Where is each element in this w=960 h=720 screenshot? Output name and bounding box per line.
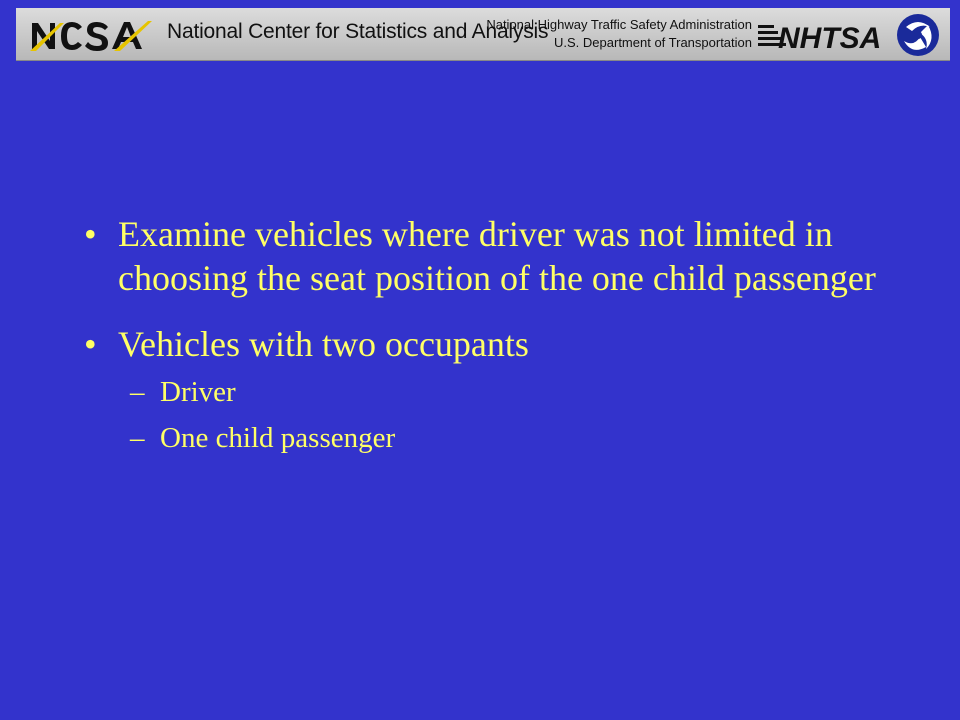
nhtsa-logo-text: NHTSA bbox=[778, 22, 882, 53]
bullet-text: Vehicles with two occupants bbox=[118, 324, 529, 364]
slide-content bbox=[84, 212, 884, 466]
header-bar bbox=[16, 8, 950, 61]
dot-emblem-icon bbox=[896, 13, 940, 57]
department-name: U.S. Department of Transportation bbox=[554, 35, 752, 50]
ncsa-logo bbox=[28, 17, 156, 53]
center-title: National Center for Statistics and Analysis bbox=[167, 20, 549, 43]
agency-name: National Highway Traffic Safety Administration bbox=[486, 17, 752, 32]
sub-bullet-marker: – bbox=[130, 422, 145, 454]
bullet-marker: • bbox=[84, 214, 97, 254]
sub-bullet-item bbox=[84, 374, 884, 410]
sub-bullet-text: Driver bbox=[160, 376, 236, 408]
agency-block bbox=[486, 16, 752, 52]
bullet-marker: • bbox=[84, 324, 97, 364]
sub-bullet-marker: – bbox=[130, 376, 145, 408]
sub-bullet-item bbox=[84, 420, 884, 456]
sub-bullet-text: One child passenger bbox=[160, 422, 396, 454]
bullet-text: Examine vehicles where driver was not limited in choosing the seat position of the one child passenger bbox=[118, 214, 876, 298]
bullet-item bbox=[84, 322, 884, 366]
nhtsa-logo bbox=[758, 17, 882, 53]
bullet-item bbox=[84, 212, 884, 300]
